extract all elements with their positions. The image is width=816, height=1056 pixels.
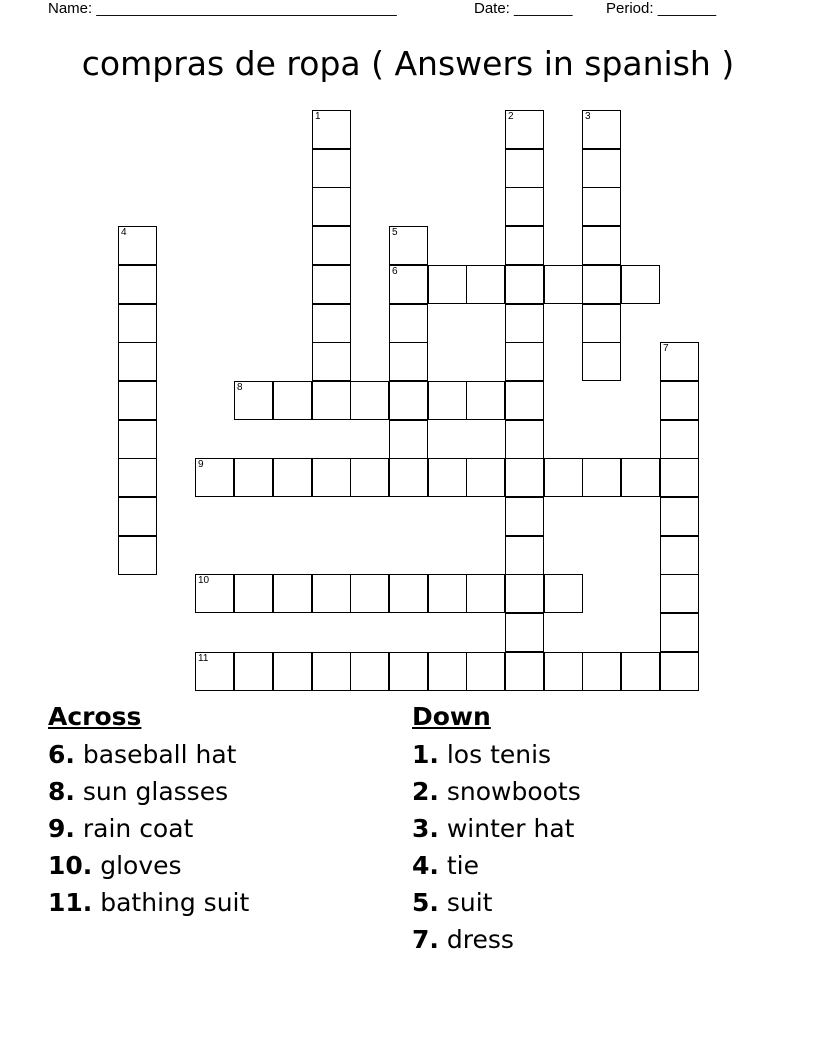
- clue-number: 11.: [48, 888, 93, 917]
- crossword-cell[interactable]: [428, 574, 467, 613]
- crossword-cell[interactable]: [350, 458, 389, 497]
- crossword-cell[interactable]: [505, 187, 544, 226]
- crossword-cell[interactable]: [660, 613, 699, 652]
- clue-text: bathing suit: [92, 888, 250, 917]
- crossword-cell[interactable]: [234, 652, 273, 691]
- clue-text: gloves: [92, 851, 182, 880]
- crossword-cell[interactable]: [118, 420, 157, 459]
- crossword-cell[interactable]: [118, 536, 157, 575]
- down-clue: [412, 736, 581, 773]
- crossword-cell[interactable]: [118, 226, 157, 265]
- crossword-cell[interactable]: [118, 304, 157, 343]
- crossword-cell[interactable]: [312, 187, 351, 226]
- crossword-cell[interactable]: [195, 652, 234, 691]
- crossword-cell[interactable]: [544, 574, 583, 613]
- clue-text: winter hat: [438, 814, 575, 843]
- crossword-cell[interactable]: [582, 187, 621, 226]
- down-clue: [412, 847, 581, 884]
- crossword-cell[interactable]: [660, 536, 699, 575]
- crossword-cell[interactable]: [505, 226, 544, 265]
- clue-number: 4.: [412, 851, 439, 880]
- crossword-cell[interactable]: [505, 149, 544, 188]
- crossword-cell[interactable]: [312, 458, 351, 497]
- crossword-cell[interactable]: [505, 458, 544, 497]
- clue-number: 8: [237, 382, 243, 393]
- crossword-cell[interactable]: [660, 497, 699, 536]
- clue-number: 3: [585, 111, 591, 122]
- clue-number: 6.: [48, 740, 75, 769]
- crossword-cell[interactable]: [582, 226, 621, 265]
- clue-number: 1.: [412, 740, 439, 769]
- crossword-cell[interactable]: [389, 652, 428, 691]
- crossword-cell[interactable]: [505, 110, 544, 149]
- crossword-cell[interactable]: [505, 574, 544, 613]
- across-clue: [48, 773, 249, 810]
- clue-text: baseball hat: [74, 740, 237, 769]
- crossword-cell[interactable]: [544, 458, 583, 497]
- clue-text: dress: [438, 925, 514, 954]
- crossword-cell[interactable]: [621, 265, 660, 304]
- crossword-cell[interactable]: [582, 342, 621, 381]
- clue-number: 9.: [48, 814, 75, 843]
- crossword-cell[interactable]: [660, 574, 699, 613]
- crossword-cell[interactable]: [389, 574, 428, 613]
- crossword-cell[interactable]: [466, 265, 505, 304]
- crossword-cell[interactable]: [389, 342, 428, 381]
- crossword-cell[interactable]: [273, 381, 312, 420]
- crossword-cell[interactable]: [273, 458, 312, 497]
- down-clues: [412, 702, 581, 958]
- crossword-cell[interactable]: [118, 381, 157, 420]
- clue-number: 9: [198, 459, 204, 470]
- crossword-cell[interactable]: [466, 458, 505, 497]
- crossword-cell[interactable]: [428, 381, 467, 420]
- crossword-cell[interactable]: [389, 226, 428, 265]
- across-clues: [48, 702, 249, 921]
- crossword-cell[interactable]: [118, 265, 157, 304]
- crossword-cell[interactable]: [582, 652, 621, 691]
- across-clue: [48, 810, 249, 847]
- down-clue-list: [412, 736, 581, 958]
- crossword-cell[interactable]: [505, 497, 544, 536]
- crossword-cell[interactable]: [660, 342, 699, 381]
- crossword-cell[interactable]: [505, 265, 544, 304]
- clue-number: 8.: [48, 777, 75, 806]
- down-clue: [412, 884, 581, 921]
- crossword-cell[interactable]: [582, 265, 621, 304]
- crossword-cell[interactable]: [312, 574, 351, 613]
- across-clue-list: [48, 736, 249, 921]
- down-clue: [412, 810, 581, 847]
- down-clue: [412, 773, 581, 810]
- crossword-cell[interactable]: [621, 652, 660, 691]
- crossword-cell[interactable]: [234, 574, 273, 613]
- clue-number: 3.: [412, 814, 439, 843]
- across-clue: [48, 847, 249, 884]
- crossword-cell[interactable]: [428, 265, 467, 304]
- clue-number: 6: [392, 266, 398, 277]
- crossword-cell[interactable]: [428, 458, 467, 497]
- crossword-cell[interactable]: [621, 458, 660, 497]
- crossword-cell[interactable]: [505, 652, 544, 691]
- clue-number: 7: [663, 343, 669, 354]
- clue-text: suit: [438, 888, 493, 917]
- clue-number: 2.: [412, 777, 439, 806]
- clue-number: 5.: [412, 888, 439, 917]
- clue-text: sun glasses: [74, 777, 229, 806]
- crossword-cell[interactable]: [312, 381, 351, 420]
- crossword-cell[interactable]: [273, 574, 312, 613]
- across-heading: Across: [48, 702, 142, 731]
- clue-text: snowboots: [438, 777, 581, 806]
- clue-text: los tenis: [438, 740, 552, 769]
- crossword-cell[interactable]: [273, 652, 312, 691]
- crossword-cell[interactable]: [195, 458, 234, 497]
- crossword-cell[interactable]: [505, 613, 544, 652]
- crossword-cell[interactable]: [505, 536, 544, 575]
- crossword-cell[interactable]: [582, 110, 621, 149]
- crossword-cell[interactable]: [505, 420, 544, 459]
- period-field-label[interactable]: Period: _______: [606, 0, 717, 17]
- crossword-cell[interactable]: [118, 458, 157, 497]
- clue-text: rain coat: [74, 814, 194, 843]
- crossword-cell[interactable]: [389, 420, 428, 459]
- clue-number: 10.: [48, 851, 93, 880]
- crossword-cell[interactable]: [118, 342, 157, 381]
- crossword-cell[interactable]: [660, 420, 699, 459]
- name-field-label[interactable]: Name: ____________________________________: [48, 0, 397, 17]
- crossword-cell[interactable]: [312, 110, 351, 149]
- crossword-cell[interactable]: [312, 342, 351, 381]
- crossword-cell[interactable]: [312, 652, 351, 691]
- across-clue: [48, 736, 249, 773]
- crossword-cell[interactable]: [544, 652, 583, 691]
- crossword-cell[interactable]: [505, 381, 544, 420]
- across-clue: [48, 884, 249, 921]
- crossword-cell[interactable]: [234, 458, 273, 497]
- clue-number: 5: [392, 227, 398, 238]
- clue-number: 1: [315, 111, 321, 122]
- date-field-label[interactable]: Date: _______: [474, 0, 573, 17]
- down-heading: Down: [412, 702, 491, 731]
- crossword-cell[interactable]: [350, 381, 389, 420]
- crossword-cell[interactable]: [466, 381, 505, 420]
- crossword-cell[interactable]: [582, 458, 621, 497]
- clue-number: 7.: [412, 925, 439, 954]
- crossword-cell[interactable]: [234, 381, 273, 420]
- crossword-cell[interactable]: [389, 304, 428, 343]
- crossword-cell[interactable]: [466, 652, 505, 691]
- crossword-cell[interactable]: [195, 574, 234, 613]
- crossword-cell[interactable]: [312, 265, 351, 304]
- crossword-cell[interactable]: [544, 265, 583, 304]
- crossword-cell[interactable]: [505, 304, 544, 343]
- clue-number: 11: [198, 653, 209, 664]
- crossword-cell[interactable]: [428, 652, 467, 691]
- clue-number: 10: [198, 575, 210, 586]
- crossword-cell[interactable]: [505, 342, 544, 381]
- crossword-cell[interactable]: [660, 381, 699, 420]
- crossword-cell[interactable]: [466, 574, 505, 613]
- crossword-cell[interactable]: [660, 652, 699, 691]
- clue-number: 2: [508, 111, 514, 122]
- crossword-cell[interactable]: [389, 458, 428, 497]
- crossword-cell[interactable]: [312, 226, 351, 265]
- clue-number: 4: [121, 227, 127, 238]
- crossword-cell[interactable]: [312, 149, 351, 188]
- crossword-cell[interactable]: [660, 458, 699, 497]
- crossword-cell[interactable]: [389, 265, 428, 304]
- clue-text: tie: [438, 851, 479, 880]
- crossword-cell[interactable]: [582, 304, 621, 343]
- crossword-cell[interactable]: [312, 304, 351, 343]
- page-title: compras de ropa ( Answers in spanish ): [81, 44, 735, 83]
- crossword-cell[interactable]: [350, 652, 389, 691]
- down-clue: [412, 921, 581, 958]
- crossword-cell[interactable]: [118, 497, 157, 536]
- crossword-cell[interactable]: [389, 381, 428, 420]
- crossword-cell[interactable]: [350, 574, 389, 613]
- crossword-cell[interactable]: [582, 149, 621, 188]
